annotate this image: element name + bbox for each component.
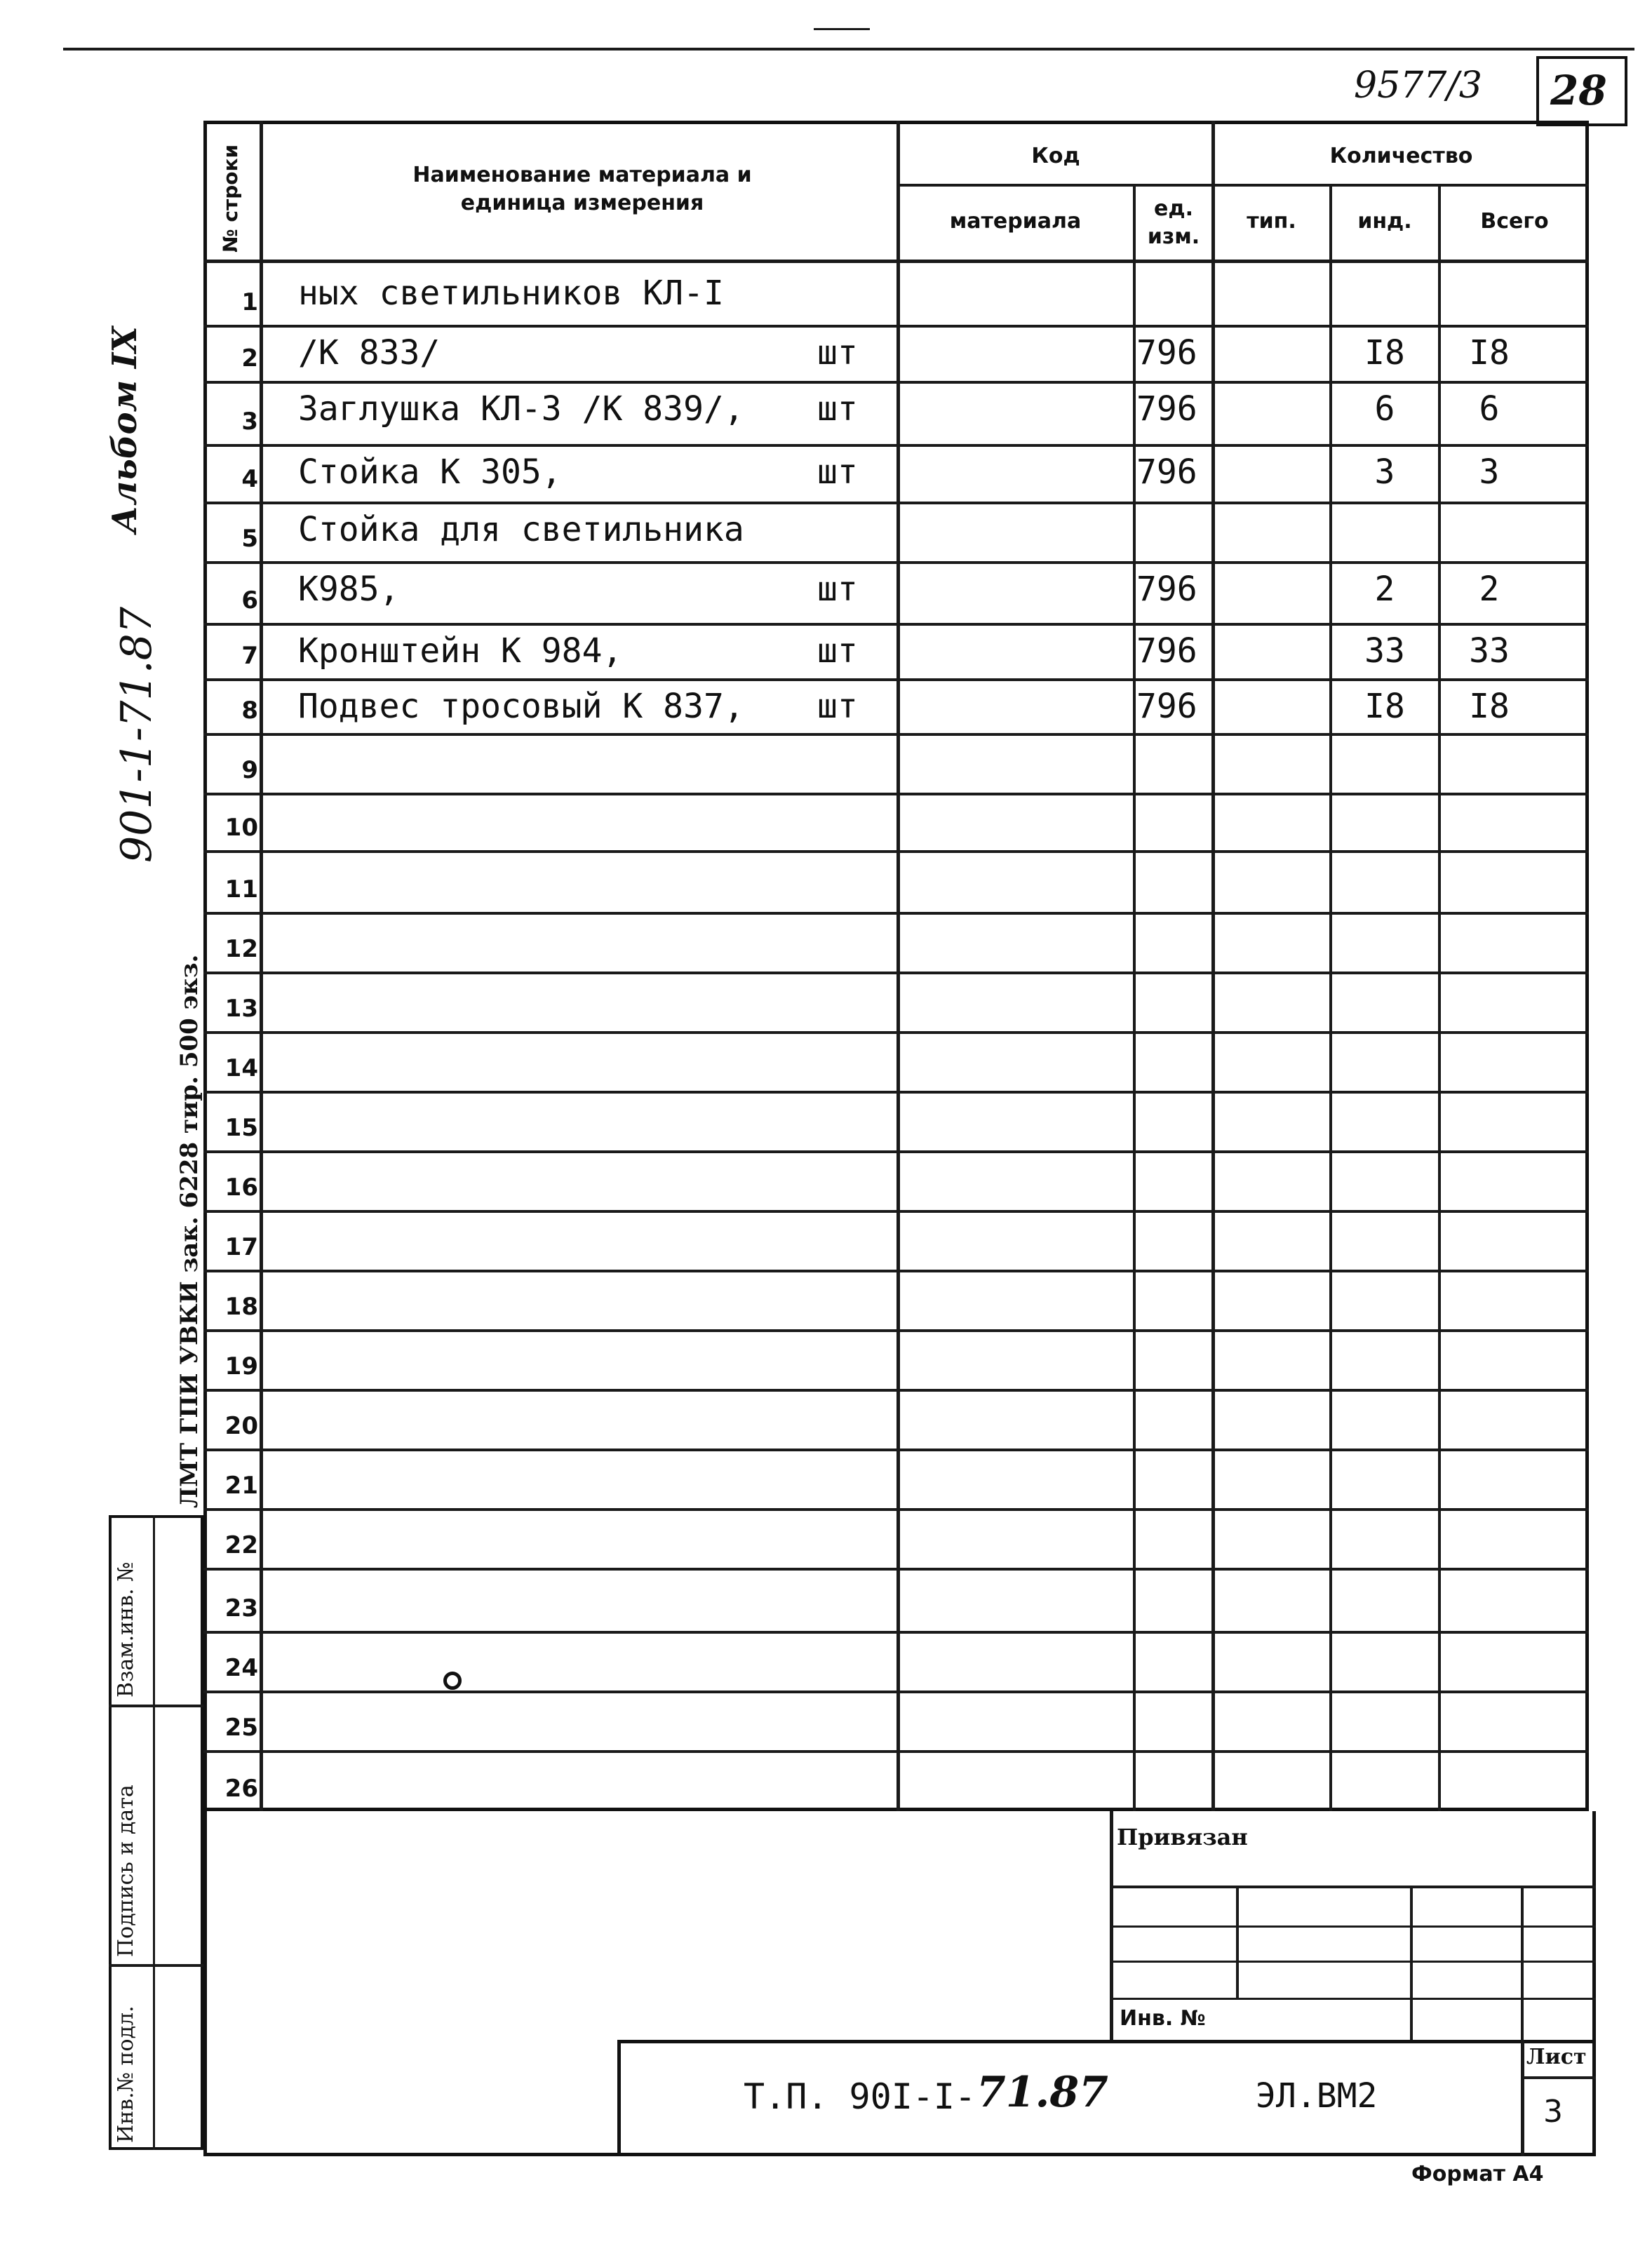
row-divider <box>203 502 1589 504</box>
row-divider <box>203 678 1589 681</box>
row-divider <box>203 1389 1589 1392</box>
row-divider <box>203 1508 1589 1511</box>
qty-individual: I8 <box>1364 687 1405 726</box>
row-divider <box>203 793 1589 795</box>
inv-replace-label: Взам.инв. № <box>114 1561 138 1698</box>
row-divider <box>203 561 1589 564</box>
row-divider <box>203 325 1589 328</box>
row-number: 19 <box>224 1352 258 1380</box>
row-divider <box>203 1270 1589 1272</box>
material-name: ных светильников КЛ-I <box>298 274 724 313</box>
row-number: 2 <box>241 344 258 372</box>
row-divider <box>203 972 1589 974</box>
row-number: 7 <box>241 642 258 670</box>
doc-number-suffix: 71.87 <box>976 2068 1108 2117</box>
print-info: ЛМТ ГПИ УВКИ зак. 6228 тир. 500 экз. <box>175 954 203 1508</box>
row-number: 26 <box>224 1775 258 1803</box>
row-divider <box>203 912 1589 915</box>
row-number: 8 <box>241 697 258 725</box>
material-name: Подвес тросовый К 837, <box>298 687 744 726</box>
row-number: 6 <box>241 586 258 614</box>
sheet-label: Лист <box>1526 2045 1587 2069</box>
row-number: 10 <box>224 814 258 842</box>
material-name: Стойка для светильника <box>298 510 744 549</box>
unit-code: 796 <box>1136 452 1197 492</box>
header-qty-type: тип. <box>1247 209 1296 234</box>
row-number: 16 <box>224 1174 258 1202</box>
doc-number-prefix: Т.П. 90I-I- <box>744 2076 976 2117</box>
header-code-material: материала <box>949 209 1082 234</box>
row-number: 22 <box>224 1531 258 1559</box>
project-side-label: 901-1-71.87 <box>112 606 161 863</box>
unit-name: шт <box>817 389 858 429</box>
header-qty-total: Всего <box>1480 209 1549 234</box>
header-code-unit: ед. изм. <box>1147 196 1200 249</box>
row-divider <box>203 381 1589 384</box>
qty-individual: 3 <box>1374 452 1395 492</box>
header-code: Код <box>1031 144 1080 168</box>
row-divider <box>203 1210 1589 1213</box>
row-divider <box>203 623 1589 626</box>
material-name: Кронштейн К 984, <box>298 631 623 671</box>
row-divider <box>203 1449 1589 1451</box>
row-number: 23 <box>224 1594 258 1622</box>
qty-total: I8 <box>1469 687 1510 726</box>
material-name: К985, <box>298 570 400 609</box>
header-quantity: Количество <box>1329 144 1473 168</box>
row-number: 5 <box>241 525 258 553</box>
row-number: 18 <box>224 1293 258 1321</box>
qty-individual: I8 <box>1364 333 1405 372</box>
row-number: 12 <box>224 935 258 963</box>
row-number: 25 <box>224 1714 258 1742</box>
row-number: 3 <box>241 408 258 436</box>
header-row-no: № строки <box>219 144 242 253</box>
row-number: 24 <box>224 1654 258 1682</box>
unit-name: шт <box>817 631 858 671</box>
row-number: 20 <box>224 1412 258 1440</box>
row-number: 9 <box>241 756 258 784</box>
row-divider <box>203 1631 1589 1634</box>
sheet-code: 9577/3 <box>1354 65 1482 107</box>
qty-total: 6 <box>1479 389 1500 429</box>
row-number: 14 <box>224 1054 258 1082</box>
unit-code: 796 <box>1136 631 1197 671</box>
row-divider <box>203 1691 1589 1693</box>
material-name: /К 833/ <box>298 333 441 372</box>
row-divider <box>203 1031 1589 1034</box>
unit-code: 796 <box>1136 389 1197 429</box>
unit-name: шт <box>817 452 858 492</box>
sign-date-label: Подпись и дата <box>114 1785 138 1957</box>
qty-total: 2 <box>1479 570 1500 609</box>
row-number: 15 <box>224 1114 258 1142</box>
row-divider <box>203 1750 1589 1753</box>
row-divider <box>203 733 1589 736</box>
qty-total: 3 <box>1479 452 1500 492</box>
qty-individual: 6 <box>1374 389 1395 429</box>
attached-label: Привязан <box>1117 1824 1248 1850</box>
page-number: 28 <box>1550 67 1607 114</box>
material-name: Стойка К 305, <box>298 452 562 492</box>
header-qty-ind: инд. <box>1357 209 1412 234</box>
top-stroke <box>814 28 870 30</box>
top-border-line <box>63 48 1634 51</box>
inv-orig-label: Инв.№ подл. <box>114 2005 138 2143</box>
header-name: Наименование материала и единица измерения <box>412 163 752 215</box>
row-divider <box>203 1150 1589 1153</box>
sheet-number: 3 <box>1543 2094 1563 2130</box>
unit-code: 796 <box>1136 570 1197 609</box>
unit-code: 796 <box>1136 333 1197 372</box>
row-divider <box>203 1329 1589 1332</box>
row-divider <box>203 850 1589 853</box>
scan-mark <box>443 1672 462 1690</box>
unit-code: 796 <box>1136 687 1197 726</box>
material-name: Заглушка КЛ-3 /К 839/, <box>298 389 744 429</box>
qty-total: I8 <box>1469 333 1510 372</box>
row-divider <box>203 444 1589 447</box>
unit-name: шт <box>817 687 858 726</box>
row-number: 21 <box>224 1472 258 1500</box>
row-number: 17 <box>224 1233 258 1261</box>
row-number: 1 <box>241 288 258 316</box>
album-label: Альбом IX <box>105 326 145 533</box>
doc-mark: ЭЛ.ВМ2 <box>1256 2076 1378 2116</box>
qty-total: 33 <box>1469 631 1510 671</box>
row-number: 11 <box>224 875 258 903</box>
row-number: 4 <box>241 465 258 493</box>
unit-name: шт <box>817 333 858 372</box>
inv-no-label: Инв. № <box>1120 2006 1206 2031</box>
row-divider <box>203 1091 1589 1094</box>
format-label: Формат А4 <box>1411 2162 1544 2186</box>
row-number: 13 <box>224 995 258 1023</box>
row-divider <box>203 1568 1589 1571</box>
unit-name: шт <box>817 570 858 609</box>
qty-individual: 2 <box>1374 570 1395 609</box>
qty-individual: 33 <box>1364 631 1405 671</box>
